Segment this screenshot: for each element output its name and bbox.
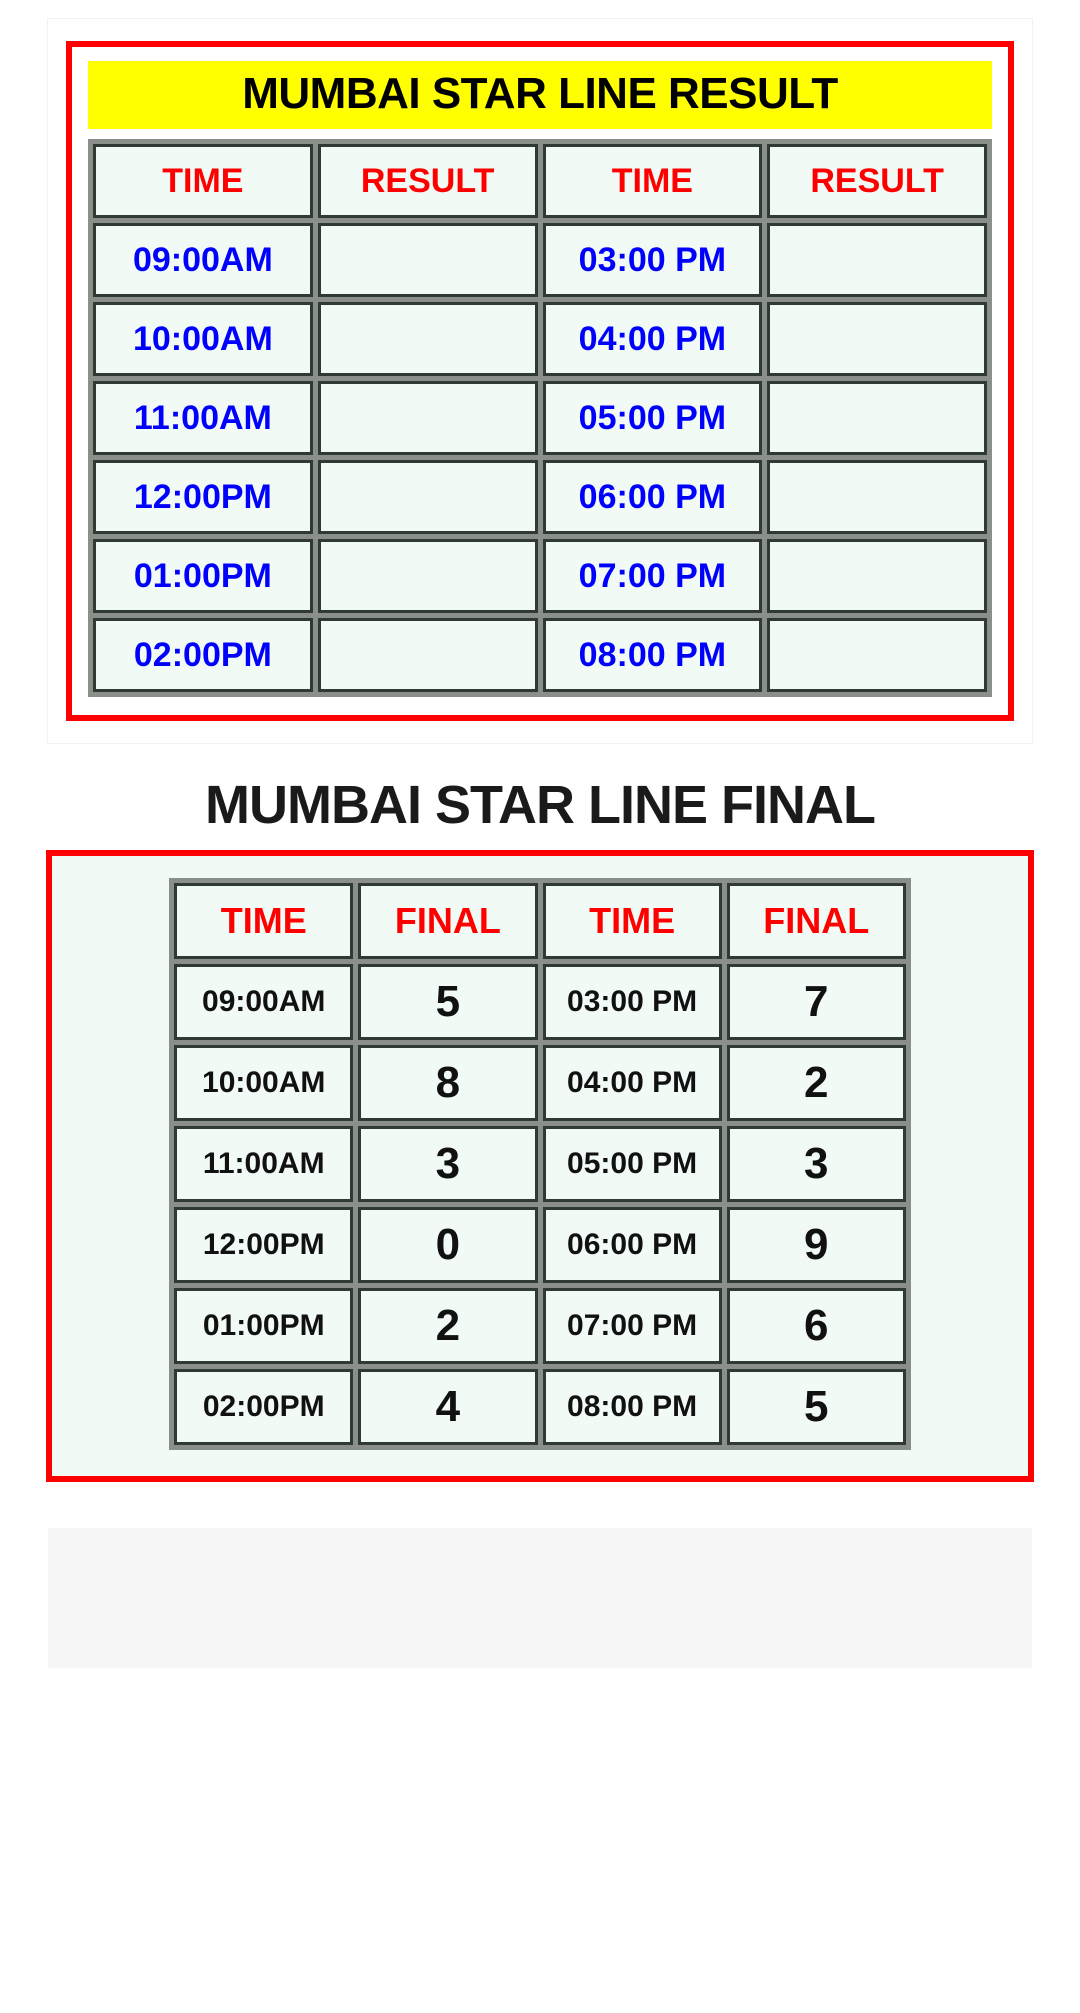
header-result-left: RESULT <box>318 144 538 218</box>
final-header-time-right: TIME <box>543 883 722 959</box>
final-value-right: 3 <box>727 1126 906 1202</box>
final-value-left: 0 <box>358 1207 537 1283</box>
result-time-right: 07:00 PM <box>543 539 763 613</box>
result-time-right: 04:00 PM <box>543 302 763 376</box>
footer-placeholder-strip <box>48 1528 1032 1668</box>
final-time-left: 09:00AM <box>174 964 353 1040</box>
final-section-title: MUMBAI STAR LINE FINAL <box>205 775 875 836</box>
header-time-left: TIME <box>93 144 313 218</box>
final-time-right: 04:00 PM <box>543 1045 722 1121</box>
result-time-left: 09:00AM <box>93 223 313 297</box>
final-time-right: 08:00 PM <box>543 1369 722 1445</box>
final-value-right: 2 <box>727 1045 906 1121</box>
final-table <box>169 878 911 1450</box>
table-row <box>93 381 987 455</box>
final-header-time-left: TIME <box>174 883 353 959</box>
result-time-right: 06:00 PM <box>543 460 763 534</box>
result-time-left: 12:00PM <box>93 460 313 534</box>
final-value-left: 4 <box>358 1369 537 1445</box>
result-value-left <box>318 618 538 692</box>
final-value-right: 9 <box>727 1207 906 1283</box>
result-value-left <box>318 302 538 376</box>
final-header-final-left: FINAL <box>358 883 537 959</box>
result-value-right <box>767 223 987 297</box>
result-card <box>48 19 1032 743</box>
final-time-left: 12:00PM <box>174 1207 353 1283</box>
result-time-right: 05:00 PM <box>543 381 763 455</box>
final-time-left: 01:00PM <box>174 1288 353 1364</box>
result-table <box>88 139 992 697</box>
table-row <box>174 1288 906 1364</box>
result-time-right: 08:00 PM <box>543 618 763 692</box>
table-row <box>174 1207 906 1283</box>
table-row <box>174 1369 906 1445</box>
header-result-right: RESULT <box>767 144 987 218</box>
final-header-final-right: FINAL <box>727 883 906 959</box>
result-value-left <box>318 223 538 297</box>
top-divider <box>48 0 1032 19</box>
table-header-row <box>174 883 906 959</box>
result-time-right: 03:00 PM <box>543 223 763 297</box>
result-value-right <box>767 618 987 692</box>
final-time-right: 03:00 PM <box>543 964 722 1040</box>
table-row <box>174 1045 906 1121</box>
result-value-left <box>318 460 538 534</box>
final-time-right: 06:00 PM <box>543 1207 722 1283</box>
final-time-left: 11:00AM <box>174 1126 353 1202</box>
header-time-right: TIME <box>543 144 763 218</box>
result-value-right <box>767 460 987 534</box>
result-time-left: 01:00PM <box>93 539 313 613</box>
result-value-right <box>767 381 987 455</box>
final-time-right: 05:00 PM <box>543 1126 722 1202</box>
final-time-left: 10:00AM <box>174 1045 353 1121</box>
result-value-left <box>318 539 538 613</box>
result-time-left: 02:00PM <box>93 618 313 692</box>
final-value-right: 6 <box>727 1288 906 1364</box>
result-time-left: 10:00AM <box>93 302 313 376</box>
final-value-right: 7 <box>727 964 906 1040</box>
result-value-right <box>767 539 987 613</box>
result-value-right <box>767 302 987 376</box>
final-value-left: 3 <box>358 1126 537 1202</box>
final-time-left: 02:00PM <box>174 1369 353 1445</box>
table-row <box>93 539 987 613</box>
result-red-frame <box>66 41 1014 721</box>
final-red-frame <box>46 850 1034 1482</box>
table-row <box>93 460 987 534</box>
table-header-row <box>93 144 987 218</box>
result-time-left: 11:00AM <box>93 381 313 455</box>
table-row <box>174 1126 906 1202</box>
final-value-right: 5 <box>727 1369 906 1445</box>
final-value-left: 5 <box>358 964 537 1040</box>
final-value-left: 8 <box>358 1045 537 1121</box>
result-value-left <box>318 381 538 455</box>
final-value-left: 2 <box>358 1288 537 1364</box>
table-row <box>93 618 987 692</box>
table-row <box>174 964 906 1040</box>
table-row <box>93 223 987 297</box>
table-row <box>93 302 987 376</box>
result-banner-title: MUMBAI STAR LINE RESULT <box>88 61 992 129</box>
final-time-right: 07:00 PM <box>543 1288 722 1364</box>
